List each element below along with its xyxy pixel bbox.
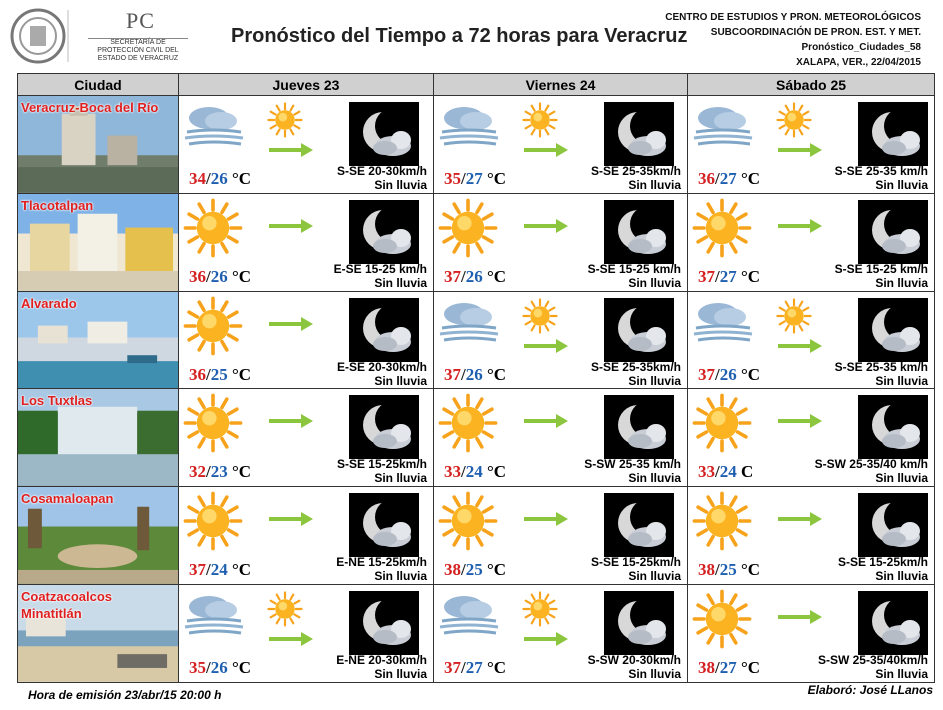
rain-status: Sin lluvia bbox=[875, 373, 928, 388]
rain-status: Sin lluvia bbox=[875, 569, 928, 584]
temperature bbox=[189, 658, 251, 678]
temp-max: 35 bbox=[444, 169, 461, 188]
temp-unit: °C bbox=[231, 560, 252, 580]
rain-status: Sin lluvia bbox=[374, 666, 427, 681]
temp-max: 33 bbox=[698, 462, 715, 482]
temp-min: 26 bbox=[719, 364, 737, 384]
table-header-row bbox=[18, 74, 935, 96]
wind-info bbox=[591, 555, 681, 583]
temp-unit: °C bbox=[740, 364, 761, 384]
temp-unit: °C bbox=[486, 462, 507, 482]
arrow-icon bbox=[267, 411, 315, 431]
column-header-city: Ciudad bbox=[18, 74, 179, 96]
cloudy-wind-icon bbox=[438, 593, 500, 641]
temp-max: 36 bbox=[189, 266, 206, 286]
temp-separator: / bbox=[206, 462, 211, 482]
sun-icon bbox=[267, 591, 303, 627]
wind-speed: E-NE 20-30km/h bbox=[336, 652, 427, 667]
temp-max: 37 bbox=[189, 560, 206, 580]
rain-status: Sin lluvia bbox=[374, 471, 427, 486]
temp-unit: °C bbox=[231, 364, 252, 384]
temperature bbox=[189, 560, 251, 580]
temp-max: 36 bbox=[698, 169, 715, 188]
temp-min: 27 bbox=[719, 169, 737, 188]
temp-unit: °C bbox=[740, 657, 761, 677]
rain-status: Sin lluvia bbox=[628, 275, 681, 290]
temp-separator: / bbox=[461, 364, 466, 384]
temp-unit: °C bbox=[740, 266, 761, 286]
night-moon-cloud-icon bbox=[858, 493, 928, 557]
temp-separator: / bbox=[715, 462, 720, 482]
info-line: SUBCOORDINACIÓN DE PRON. EST. Y MET. bbox=[710, 27, 921, 38]
temp-unit: °C bbox=[231, 462, 252, 482]
temp-unit: °C bbox=[486, 560, 507, 580]
emission-time: Hora de emisión 23/abr/15 20:00 h bbox=[28, 688, 222, 702]
arrow-icon bbox=[776, 216, 824, 236]
sun-icon bbox=[776, 102, 812, 138]
arrow-icon bbox=[776, 607, 824, 627]
arrow-icon bbox=[267, 140, 315, 160]
city-name: Tlacotalpan bbox=[21, 197, 94, 213]
temperature bbox=[698, 267, 760, 287]
city-row bbox=[18, 96, 935, 194]
sun-icon bbox=[776, 298, 812, 334]
city-name: Los Tuxtlas bbox=[21, 393, 93, 409]
temp-separator: / bbox=[715, 364, 720, 384]
city-row bbox=[18, 291, 935, 389]
temp-unit: C bbox=[740, 462, 754, 482]
temp-min: 27 bbox=[465, 169, 483, 188]
wind-speed: S-SE 15-25 km/h bbox=[587, 261, 681, 276]
night-moon-cloud-icon bbox=[604, 591, 674, 655]
city-cell bbox=[18, 487, 179, 585]
night-moon-cloud-icon bbox=[349, 395, 419, 459]
forecast-cell bbox=[179, 584, 434, 682]
night-moon-cloud-icon bbox=[604, 298, 674, 362]
wind-info bbox=[591, 164, 681, 192]
temp-separator: / bbox=[715, 560, 720, 580]
city-row bbox=[18, 193, 935, 291]
arrow-icon bbox=[522, 336, 570, 356]
temp-unit: °C bbox=[231, 657, 252, 677]
wind-speed: S-SE 15-25km/h bbox=[837, 555, 928, 570]
cloudy-wind-icon bbox=[183, 593, 245, 641]
pc-logo bbox=[8, 6, 183, 66]
temp-min: 24 bbox=[719, 462, 737, 482]
rain-status: Sin lluvia bbox=[374, 569, 427, 584]
forecast-cell bbox=[688, 584, 935, 682]
forecast-cell bbox=[434, 291, 688, 389]
sun-icon bbox=[438, 393, 498, 453]
forecast-cell bbox=[434, 584, 688, 682]
forecast-cell bbox=[179, 487, 434, 585]
arrow-icon bbox=[522, 140, 570, 160]
arrow-icon bbox=[267, 509, 315, 529]
temp-max: 37 bbox=[444, 266, 461, 286]
page-title: Pronóstico del Tiempo a 72 horas para Veracruz bbox=[231, 25, 688, 47]
temp-separator: / bbox=[461, 560, 466, 580]
rain-status: Sin lluvia bbox=[875, 666, 928, 681]
wind-info bbox=[815, 457, 928, 485]
city-name: Coatzacoalcos Minatitlán bbox=[21, 588, 113, 621]
temp-separator: / bbox=[715, 657, 720, 677]
temp-max: 33 bbox=[444, 462, 461, 482]
sun-icon bbox=[522, 102, 558, 138]
cloudy-wind-icon bbox=[692, 300, 754, 348]
temperature bbox=[698, 658, 760, 678]
temperature bbox=[444, 267, 506, 287]
forecast-cell bbox=[179, 389, 434, 487]
temp-unit: °C bbox=[231, 266, 252, 286]
wind-speed: S-SE 15-25km/h bbox=[590, 555, 681, 570]
night-moon-cloud-icon bbox=[349, 200, 419, 264]
forecast-table bbox=[17, 73, 935, 683]
temp-separator: / bbox=[715, 266, 720, 286]
temp-min: 24 bbox=[465, 462, 483, 482]
arrow-icon bbox=[776, 336, 824, 356]
sun-icon bbox=[183, 198, 243, 258]
city-row bbox=[18, 487, 935, 585]
wind-speed: S-SE 25-35km/h bbox=[590, 359, 681, 374]
temp-max: 37 bbox=[698, 364, 715, 384]
temperature bbox=[444, 658, 506, 678]
forecast-cell bbox=[688, 487, 935, 585]
rain-status: Sin lluvia bbox=[628, 666, 681, 681]
night-moon-cloud-icon bbox=[349, 102, 419, 166]
temp-min: 26 bbox=[210, 266, 228, 286]
temp-min: 26 bbox=[210, 657, 228, 677]
arrow-icon bbox=[267, 314, 315, 334]
arrow-icon bbox=[776, 509, 824, 529]
cloudy-wind-icon bbox=[183, 104, 245, 152]
logo-subtitle: SECRETARÍA DE PROTECCIÓN CIVIL DEL ESTADO DE VERACRUZ bbox=[97, 39, 179, 62]
temp-unit: °C bbox=[486, 364, 507, 384]
temp-max: 35 bbox=[189, 657, 206, 677]
wind-info bbox=[337, 164, 427, 192]
wind-info bbox=[818, 653, 928, 681]
temp-separator: / bbox=[206, 560, 211, 580]
temp-min: 27 bbox=[719, 266, 737, 286]
temp-separator: / bbox=[461, 169, 466, 188]
wind-speed: S-SW 25-35/40km/h bbox=[817, 652, 928, 667]
cloudy-wind-icon bbox=[438, 300, 500, 348]
temperature bbox=[698, 462, 753, 482]
wind-speed: S-SE 25-35 km/h bbox=[834, 359, 928, 374]
sun-icon bbox=[692, 393, 752, 453]
forecast-cell bbox=[434, 193, 688, 291]
arrow-icon bbox=[776, 411, 824, 431]
sun-icon bbox=[692, 589, 752, 649]
temp-separator: / bbox=[206, 169, 211, 188]
sun-icon bbox=[522, 298, 558, 334]
wind-speed: S-SE 25-35 km/h bbox=[834, 164, 928, 178]
arrow-icon bbox=[522, 411, 570, 431]
wind-speed: S-SE 20-30km/h bbox=[336, 164, 427, 178]
temperature bbox=[444, 560, 506, 580]
night-moon-cloud-icon bbox=[349, 298, 419, 362]
arrow-icon bbox=[522, 216, 570, 236]
forecast-cell bbox=[688, 389, 935, 487]
temp-separator: / bbox=[461, 462, 466, 482]
night-moon-cloud-icon bbox=[604, 102, 674, 166]
night-moon-cloud-icon bbox=[604, 395, 674, 459]
temp-min: 26 bbox=[465, 364, 483, 384]
forecast-cell bbox=[179, 193, 434, 291]
temp-unit: °C bbox=[486, 266, 507, 286]
temp-separator: / bbox=[206, 266, 211, 286]
temp-unit: °C bbox=[740, 169, 761, 188]
rain-status: Sin lluvia bbox=[875, 471, 928, 486]
sun-icon bbox=[522, 591, 558, 627]
temperature bbox=[189, 462, 251, 482]
night-moon-cloud-icon bbox=[858, 102, 928, 166]
city-name: Alvarado bbox=[21, 295, 77, 311]
city-cell bbox=[18, 584, 179, 682]
wind-info bbox=[584, 457, 681, 485]
temp-min: 26 bbox=[210, 169, 228, 188]
temperature bbox=[189, 267, 251, 287]
rain-status: Sin lluvia bbox=[875, 275, 928, 290]
author-credit: Elaboró: José LLanos bbox=[807, 683, 933, 697]
wind-speed: E-SE 15-25 km/h bbox=[333, 261, 427, 276]
wind-info bbox=[337, 457, 427, 485]
wind-info bbox=[588, 262, 681, 290]
cloudy-wind-icon bbox=[692, 104, 754, 152]
column-header-day: Viernes 24 bbox=[434, 74, 688, 96]
wind-speed: E-NE 15-25km/h bbox=[336, 555, 427, 570]
wind-speed: S-SW 25-35 km/h bbox=[584, 457, 681, 472]
temperature bbox=[189, 169, 251, 189]
arrow-icon bbox=[522, 629, 570, 649]
temperature bbox=[698, 560, 760, 580]
temp-max: 38 bbox=[698, 657, 715, 677]
sun-icon bbox=[438, 198, 498, 258]
rain-status: Sin lluvia bbox=[875, 178, 928, 192]
temp-min: 24 bbox=[210, 560, 228, 580]
forecast-cell bbox=[179, 96, 434, 194]
wind-info bbox=[336, 653, 427, 681]
temp-unit: °C bbox=[486, 657, 507, 677]
wind-info bbox=[838, 555, 928, 583]
wind-info bbox=[334, 262, 427, 290]
night-moon-cloud-icon bbox=[604, 200, 674, 264]
temperature bbox=[698, 365, 760, 385]
city-name: Veracruz-Boca del Río bbox=[21, 100, 159, 115]
rain-status: Sin lluvia bbox=[374, 178, 427, 192]
wind-info bbox=[835, 164, 928, 192]
temp-min: 25 bbox=[210, 364, 228, 384]
info-line: XALAPA, VER., 22/04/2015 bbox=[796, 57, 921, 68]
city-cell bbox=[18, 291, 179, 389]
rain-status: Sin lluvia bbox=[628, 373, 681, 388]
temp-max: 38 bbox=[698, 560, 715, 580]
city-row bbox=[18, 584, 935, 682]
temp-separator: / bbox=[206, 364, 211, 384]
forecast-cell bbox=[688, 291, 935, 389]
wind-info bbox=[336, 555, 427, 583]
city-name: Cosamaloapan bbox=[21, 491, 114, 507]
arrow-icon bbox=[522, 509, 570, 529]
wind-speed: S-SW 20-30km/h bbox=[587, 652, 681, 667]
temp-max: 37 bbox=[698, 266, 715, 286]
wind-info bbox=[835, 262, 928, 290]
sun-icon bbox=[692, 491, 752, 551]
temp-min: 26 bbox=[465, 266, 483, 286]
header-info bbox=[665, 10, 921, 70]
night-moon-cloud-icon bbox=[349, 591, 419, 655]
wind-speed: S-SW 25-35/40 km/h bbox=[814, 457, 928, 472]
temperature bbox=[444, 462, 506, 482]
forecast-cell bbox=[434, 487, 688, 585]
arrow-icon bbox=[267, 629, 315, 649]
temp-unit: °C bbox=[740, 560, 761, 580]
temp-separator: / bbox=[206, 657, 211, 677]
rain-status: Sin lluvia bbox=[628, 569, 681, 584]
temp-unit: °C bbox=[486, 169, 507, 188]
sun-icon bbox=[438, 491, 498, 551]
state-seal-icon bbox=[8, 6, 78, 66]
city-cell bbox=[18, 96, 179, 194]
sun-icon bbox=[267, 102, 303, 138]
temp-separator: / bbox=[461, 266, 466, 286]
arrow-icon bbox=[267, 216, 315, 236]
info-line: Pronóstico_Ciudades_58 bbox=[801, 42, 921, 53]
city-row bbox=[18, 389, 935, 487]
rain-status: Sin lluvia bbox=[628, 471, 681, 486]
rain-status: Sin lluvia bbox=[628, 178, 681, 192]
forecast-cell bbox=[688, 96, 935, 194]
column-header-day: Jueves 23 bbox=[179, 74, 434, 96]
temp-min: 25 bbox=[719, 560, 737, 580]
temp-min: 27 bbox=[719, 657, 737, 677]
temp-separator: / bbox=[715, 169, 720, 188]
temp-max: 37 bbox=[444, 657, 461, 677]
temp-max: 34 bbox=[189, 169, 206, 188]
city-cell bbox=[18, 193, 179, 291]
wind-info bbox=[588, 653, 681, 681]
logo-text: PC bbox=[126, 8, 155, 33]
sun-icon bbox=[183, 393, 243, 453]
rain-status: Sin lluvia bbox=[374, 275, 427, 290]
forecast-cell bbox=[688, 193, 935, 291]
temperature bbox=[444, 169, 506, 189]
night-moon-cloud-icon bbox=[858, 591, 928, 655]
temp-max: 36 bbox=[189, 364, 206, 384]
wind-speed: S-SE 25-35km/h bbox=[590, 164, 681, 178]
arrow-icon bbox=[776, 140, 824, 160]
night-moon-cloud-icon bbox=[604, 493, 674, 557]
night-moon-cloud-icon bbox=[349, 493, 419, 557]
sun-icon bbox=[183, 296, 243, 356]
column-header-day: Sábado 25 bbox=[688, 74, 935, 96]
temperature bbox=[444, 365, 506, 385]
wind-speed: S-SE 15-25 km/h bbox=[834, 261, 928, 276]
temperature bbox=[189, 365, 251, 385]
wind-info bbox=[337, 360, 427, 388]
wind-info bbox=[835, 360, 928, 388]
temp-max: 37 bbox=[444, 364, 461, 384]
night-moon-cloud-icon bbox=[858, 395, 928, 459]
cloudy-wind-icon bbox=[438, 104, 500, 152]
sun-icon bbox=[183, 491, 243, 551]
forecast-cell bbox=[179, 291, 434, 389]
temp-min: 23 bbox=[210, 462, 228, 482]
info-line: CENTRO DE ESTUDIOS Y PRON. METEOROLÓGICOS bbox=[665, 12, 921, 23]
rain-status: Sin lluvia bbox=[374, 373, 427, 388]
temp-unit: °C bbox=[231, 169, 252, 188]
sun-icon bbox=[692, 198, 752, 258]
forecast-cell bbox=[434, 96, 688, 194]
forecast-cell bbox=[434, 389, 688, 487]
temp-separator: / bbox=[461, 657, 466, 677]
temperature bbox=[698, 169, 760, 189]
night-moon-cloud-icon bbox=[858, 200, 928, 264]
city-cell bbox=[18, 389, 179, 487]
night-moon-cloud-icon bbox=[858, 298, 928, 362]
temp-max: 38 bbox=[444, 560, 461, 580]
temp-min: 25 bbox=[465, 560, 483, 580]
wind-info bbox=[591, 360, 681, 388]
wind-speed: E-SE 20-30km/h bbox=[336, 359, 427, 374]
temp-min: 27 bbox=[465, 657, 483, 677]
wind-speed: S-SE 15-25km/h bbox=[336, 457, 427, 472]
temp-max: 32 bbox=[189, 462, 206, 482]
